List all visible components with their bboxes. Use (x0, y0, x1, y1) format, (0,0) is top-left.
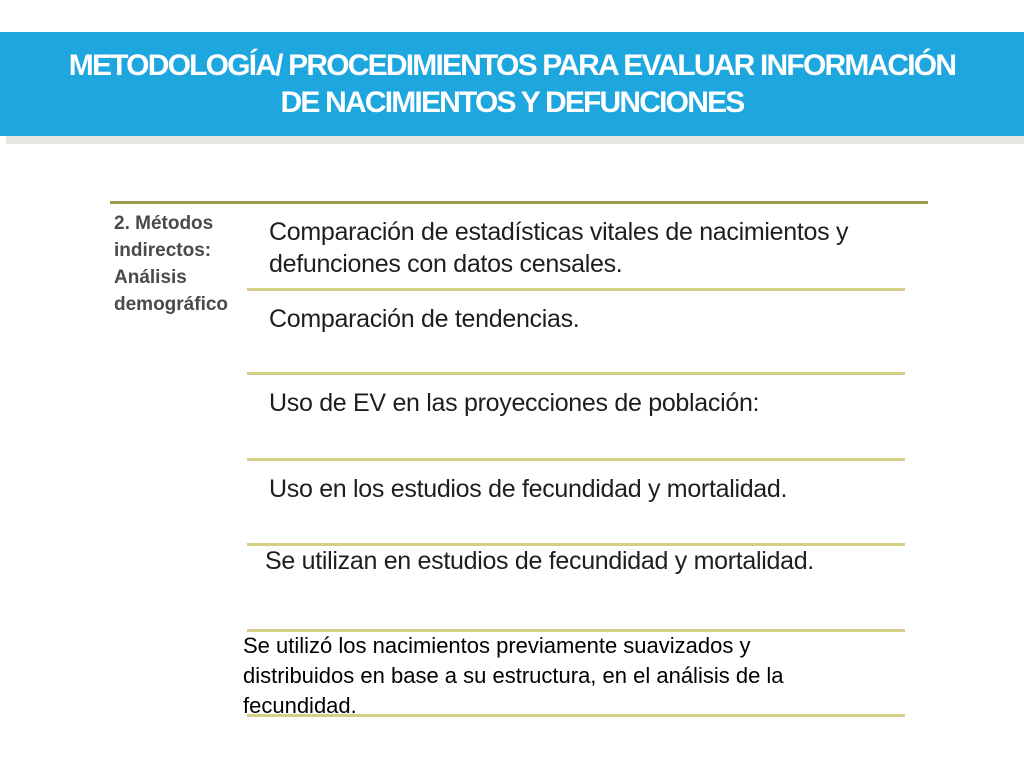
list-item: Uso en los estudios de fecundidad y mortalidad. (269, 475, 788, 503)
section-label-line: Análisis (114, 267, 187, 288)
note-text: Se utilizó los nacimientos previamente suavizados y distribuidos en base a su estructura, en el análisis de la fecundidad. (243, 633, 784, 718)
list-item: Uso de EV en las proyecciones de población: (269, 389, 760, 417)
section-label-line: indirectos: (114, 240, 212, 261)
list-item: Se utilizan en estudios de fecundidad y mortalidad. (265, 547, 814, 575)
section-label-line: demográfico (114, 294, 229, 315)
section-label (114, 210, 244, 318)
section-label-line: 2. Métodos (114, 213, 214, 234)
list-item: Comparación de tendencias. (269, 305, 580, 333)
table-top-rule (110, 201, 928, 204)
title-banner (0, 32, 1024, 136)
list-item: Comparación de estadísticas vitales de nacimientos y defunciones con datos censales. (269, 218, 849, 278)
page-title-line-2: DE NACIMIENTOS Y DEFUNCIONES (280, 86, 744, 119)
row-divider (247, 458, 905, 461)
row-divider (247, 372, 905, 375)
page-title-line-1: METODOLOGÍA/ PROCEDIMIENTOS PARA EVALUAR INFORMACIÓN (68, 49, 956, 82)
row-divider (247, 288, 905, 291)
